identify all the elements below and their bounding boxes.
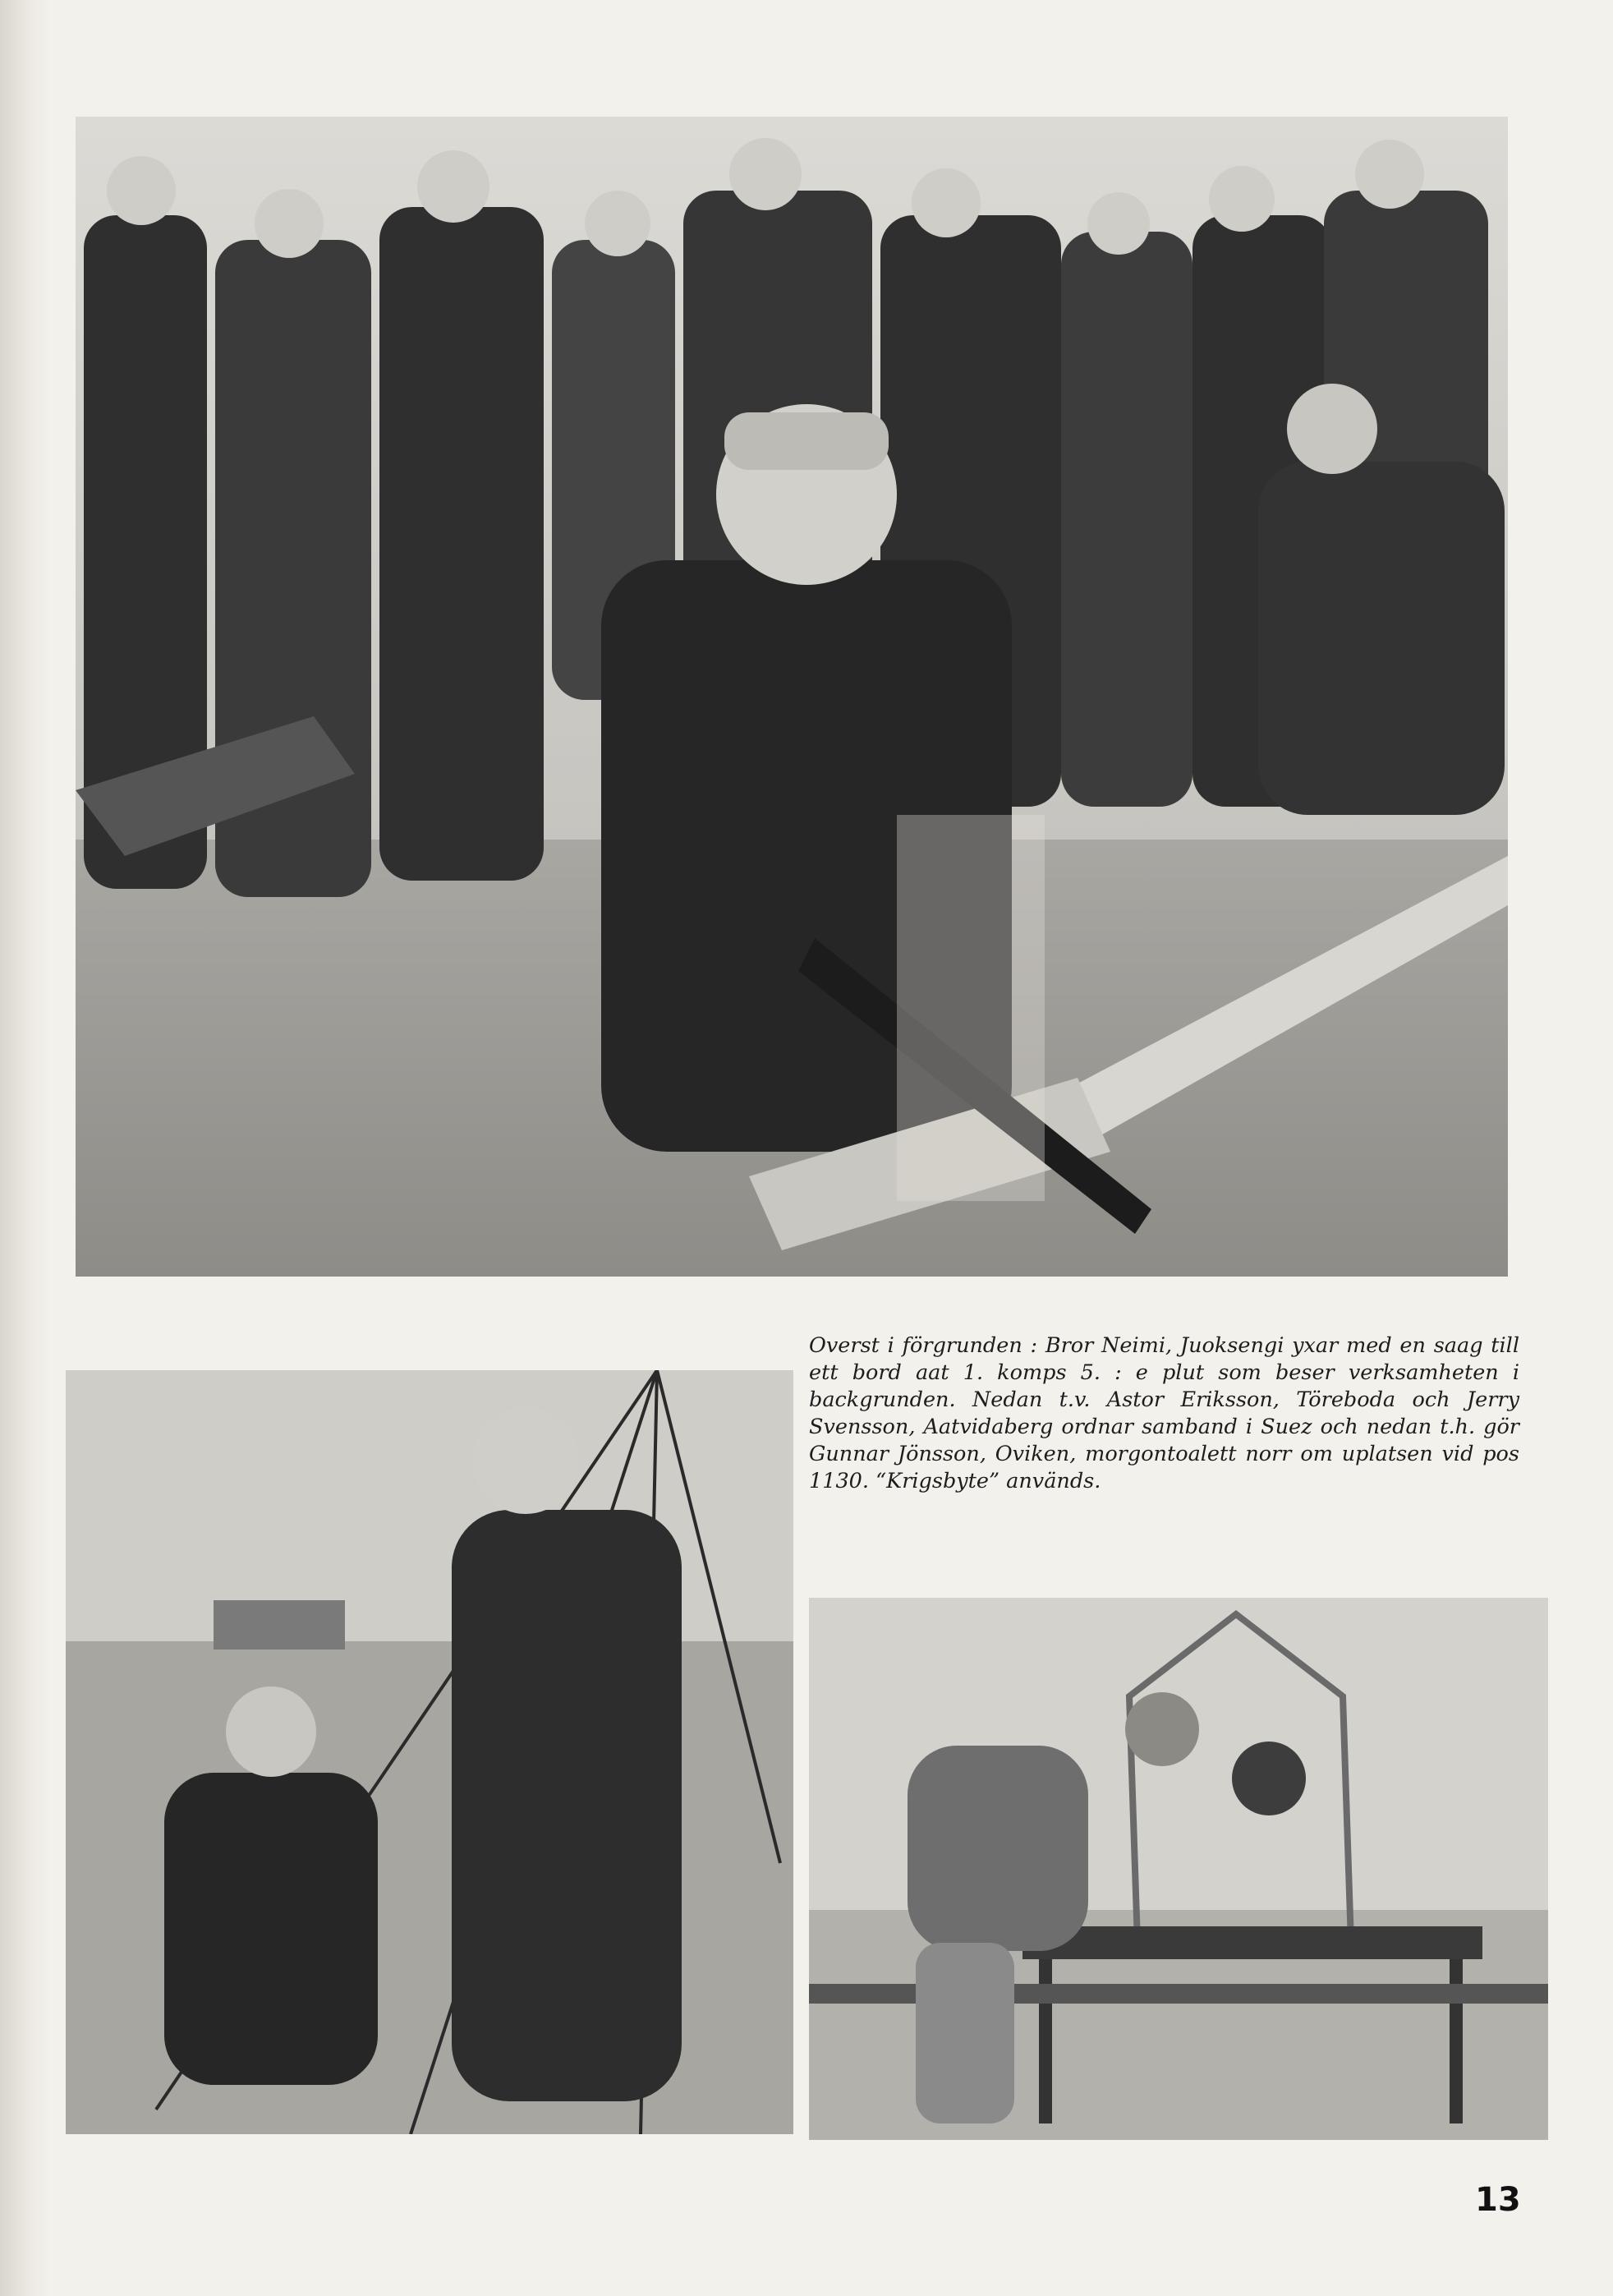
photo-morning-wash <box>809 1598 1548 2140</box>
caption-text: Overst i förgrunden : Bror Neimi, Juoksengi yxar med en saag till ett bord aat 1. komps 5. : e plut som beser verksamheten i backgrunden. Nedan t.v. Astor Eriksson, Töreboda och Jerry Svensson, Aatvidaberg ordnar samband i Suez och nedan t.h. gör Gunnar Jönsson, Oviken, morgontoalett norr om uplatsen vid pos 1130. “Krigsbyte” används. <box>809 1333 1519 1493</box>
page-fold-shadow <box>0 0 49 2296</box>
photo-antenna-setup <box>66 1370 793 2134</box>
photo-caption <box>809 1332 1519 1495</box>
photo-soldiers-sawing <box>76 117 1508 1277</box>
page-number: 13 <box>1475 2181 1521 2219</box>
